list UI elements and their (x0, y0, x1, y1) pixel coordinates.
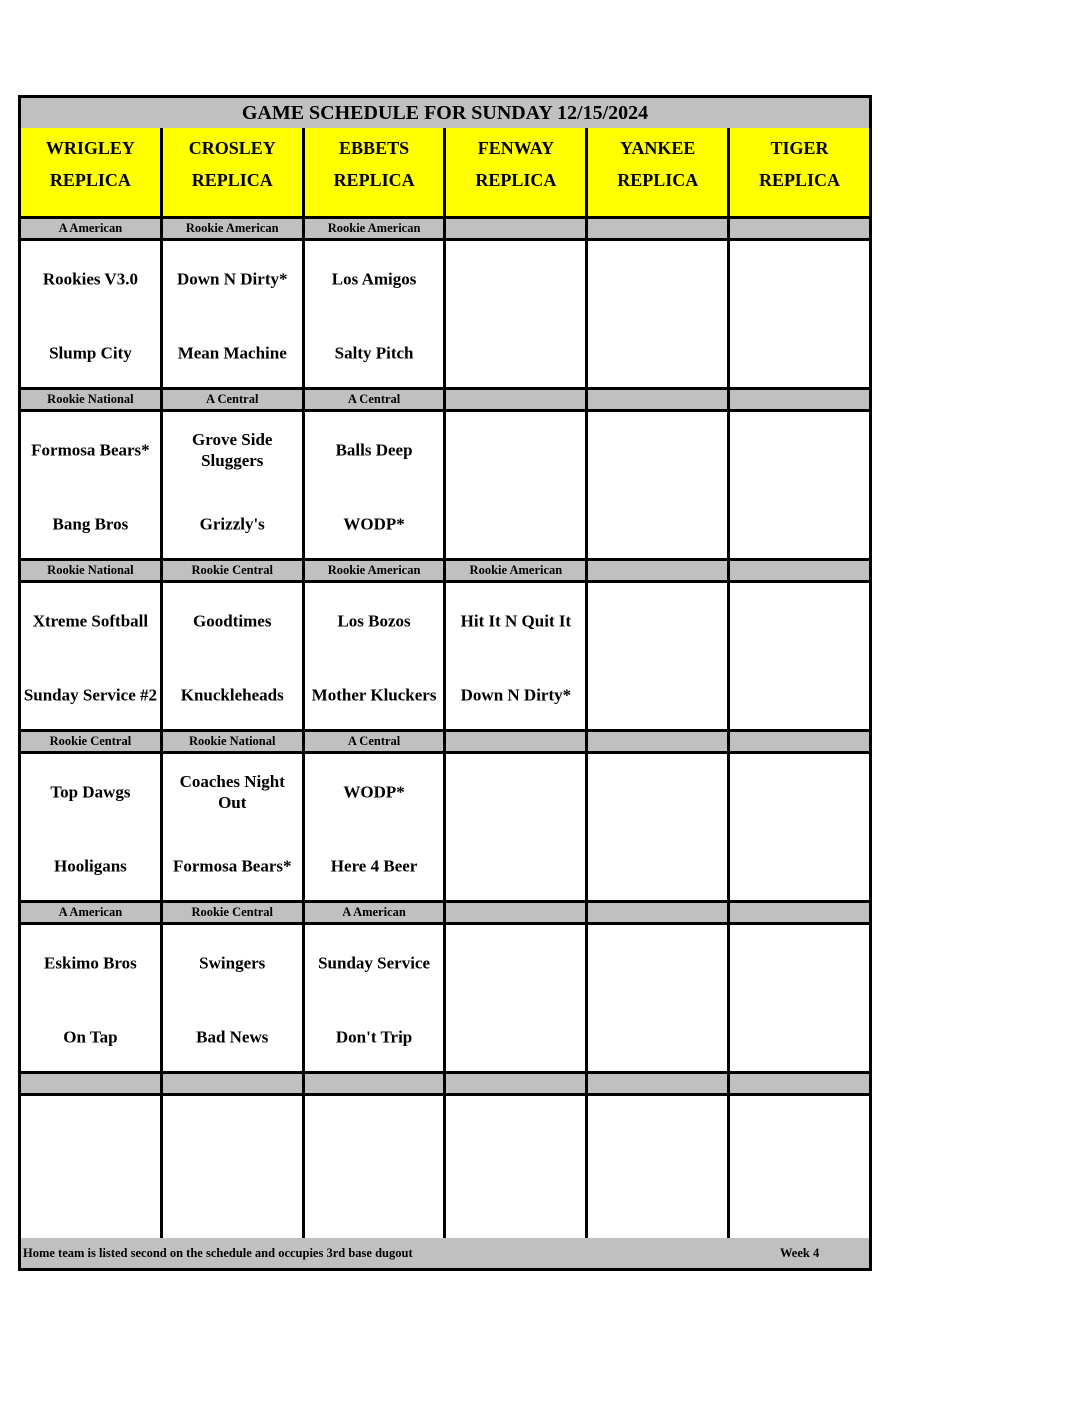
division-label: Rookie American (305, 561, 447, 580)
away-team: Goodtimes (193, 611, 272, 631)
game-cell (305, 412, 447, 558)
game-cell (446, 1096, 588, 1242)
field-name: TIGER (770, 138, 829, 158)
home-team: Here 4 Beer (330, 856, 418, 876)
game-cell (588, 241, 730, 387)
home-team-note: Home team is listed second on the schedule and occupies 3rd base dugout (23, 1245, 413, 1260)
division-label (588, 903, 730, 922)
division-label: Rookie Central (21, 732, 163, 751)
away-team: WODP* (343, 782, 405, 802)
away-team: Los Bozos (337, 611, 411, 631)
game-cell (730, 754, 869, 900)
away-team: Hit It N Quit It (460, 611, 572, 631)
division-label (446, 219, 588, 238)
time-slot (21, 219, 869, 390)
game-cell (163, 925, 305, 1071)
game-row (21, 754, 869, 903)
away-team: Grove Side Sluggers (192, 430, 273, 470)
game-cell (305, 754, 447, 900)
game-cell (305, 583, 447, 729)
game-cell (21, 1096, 163, 1242)
home-team: Mother Kluckers (311, 685, 437, 705)
game-cell (730, 925, 869, 1071)
division-label (305, 1074, 447, 1093)
footer-bar (21, 1238, 869, 1268)
away-team: Xtreme Softball (32, 611, 149, 631)
time-slot (21, 732, 869, 903)
field-type: REPLICA (617, 170, 699, 190)
division-label: Rookie National (21, 390, 163, 409)
division-label: Rookie Central (163, 903, 305, 922)
division-label (21, 1074, 163, 1093)
division-label: A American (21, 219, 163, 238)
division-label (730, 903, 869, 922)
division-label: A Central (305, 732, 447, 751)
game-cell (21, 925, 163, 1071)
time-slot (21, 903, 869, 1074)
home-team: Formosa Bears* (172, 856, 292, 876)
game-row (21, 583, 869, 732)
division-row (21, 903, 869, 925)
game-cell (446, 754, 588, 900)
away-team: Los Amigos (331, 269, 417, 289)
field-name: EBBETS (339, 138, 410, 158)
division-label (446, 1074, 588, 1093)
game-cell (163, 754, 305, 900)
field-header (730, 128, 869, 216)
home-team: Down N Dirty* (460, 685, 572, 705)
game-cell (446, 925, 588, 1071)
game-row (21, 241, 869, 390)
field-type: REPLICA (475, 170, 557, 190)
division-label (588, 219, 730, 238)
away-team: Eskimo Bros (44, 953, 137, 973)
home-team: Bang Bros (52, 514, 129, 534)
division-label (730, 219, 869, 238)
division-row (21, 732, 869, 754)
game-cell (588, 1096, 730, 1242)
field-header (21, 128, 163, 216)
schedule-sheet (18, 95, 872, 1271)
game-row (21, 412, 869, 561)
home-team: WODP* (343, 514, 405, 534)
division-label (730, 390, 869, 409)
home-team: Salty Pitch (334, 343, 414, 363)
division-label: A Central (163, 390, 305, 409)
field-name: WRIGLEY (45, 138, 135, 158)
game-row (21, 1096, 869, 1245)
game-cell (446, 583, 588, 729)
game-cell (588, 925, 730, 1071)
week-label: Week 4 (780, 1245, 820, 1260)
division-label (730, 561, 869, 580)
division-row (21, 1074, 869, 1096)
game-cell (730, 583, 869, 729)
game-cell (21, 241, 163, 387)
game-cell (446, 241, 588, 387)
game-cell (21, 754, 163, 900)
field-header (588, 128, 730, 216)
away-team: Swingers (199, 953, 266, 973)
field-type: REPLICA (333, 170, 415, 190)
away-team: Sunday Service (318, 953, 431, 973)
game-cell (588, 583, 730, 729)
game-cell (588, 412, 730, 558)
division-label: Rookie Central (163, 561, 305, 580)
division-row (21, 390, 869, 412)
home-team: Sunday Service #2 (23, 685, 157, 705)
game-row (21, 925, 869, 1074)
away-team: Down N Dirty* (176, 269, 288, 289)
division-label: A American (305, 903, 447, 922)
home-team: Grizzly's (199, 514, 265, 534)
division-label: Rookie American (446, 561, 588, 580)
home-team: Slump City (49, 343, 132, 363)
division-label: Rookie National (21, 561, 163, 580)
home-team: Knuckleheads (180, 685, 284, 705)
game-cell (730, 1096, 869, 1242)
game-cell (21, 412, 163, 558)
game-cell (446, 412, 588, 558)
home-team: Hooligans (54, 856, 127, 876)
division-label (446, 732, 588, 751)
game-cell (588, 754, 730, 900)
field-name: FENWAY (477, 138, 555, 158)
field-type: REPLICA (191, 170, 273, 190)
field-header (163, 128, 305, 216)
game-cell (730, 241, 869, 387)
division-row (21, 561, 869, 583)
game-cell (730, 412, 869, 558)
game-cell (21, 583, 163, 729)
away-team: Coaches Night Out (179, 772, 285, 812)
division-label (588, 1074, 730, 1093)
game-cell (305, 925, 447, 1071)
time-slot (21, 390, 869, 561)
game-cell (163, 241, 305, 387)
division-label (730, 732, 869, 751)
away-team: Top Dawgs (50, 782, 131, 802)
time-slot (21, 1074, 869, 1245)
division-label: Rookie National (163, 732, 305, 751)
game-cell (305, 1096, 447, 1242)
division-label: Rookie American (163, 219, 305, 238)
division-label (588, 390, 730, 409)
game-cell (163, 583, 305, 729)
division-label: Rookie American (305, 219, 447, 238)
away-team: Balls Deep (335, 440, 413, 460)
field-type: REPLICA (49, 170, 131, 190)
away-team: Rookies V3.0 (42, 269, 138, 289)
game-cell (163, 1096, 305, 1242)
home-team: Don't Trip (335, 1027, 413, 1047)
home-team: Bad News (196, 1027, 269, 1047)
field-header-row (21, 128, 869, 219)
schedule-title: GAME SCHEDULE FOR SUNDAY 12/15/2024 (21, 98, 869, 131)
home-team: On Tap (63, 1027, 118, 1047)
division-label (446, 903, 588, 922)
division-label: A American (21, 903, 163, 922)
division-row (21, 219, 869, 241)
field-name: YANKEE (620, 138, 696, 158)
away-team: Formosa Bears* (31, 440, 150, 460)
division-label (730, 1074, 869, 1093)
division-label (446, 390, 588, 409)
home-team: Mean Machine (177, 343, 287, 363)
field-header (305, 128, 447, 216)
division-label: A Central (305, 390, 447, 409)
game-cell (163, 412, 305, 558)
time-slot (21, 561, 869, 732)
division-label (588, 561, 730, 580)
division-label (163, 1074, 305, 1093)
game-cell (305, 241, 447, 387)
field-type: REPLICA (759, 170, 841, 190)
field-name: CROSLEY (188, 138, 276, 158)
field-header (446, 128, 588, 216)
division-label (588, 732, 730, 751)
